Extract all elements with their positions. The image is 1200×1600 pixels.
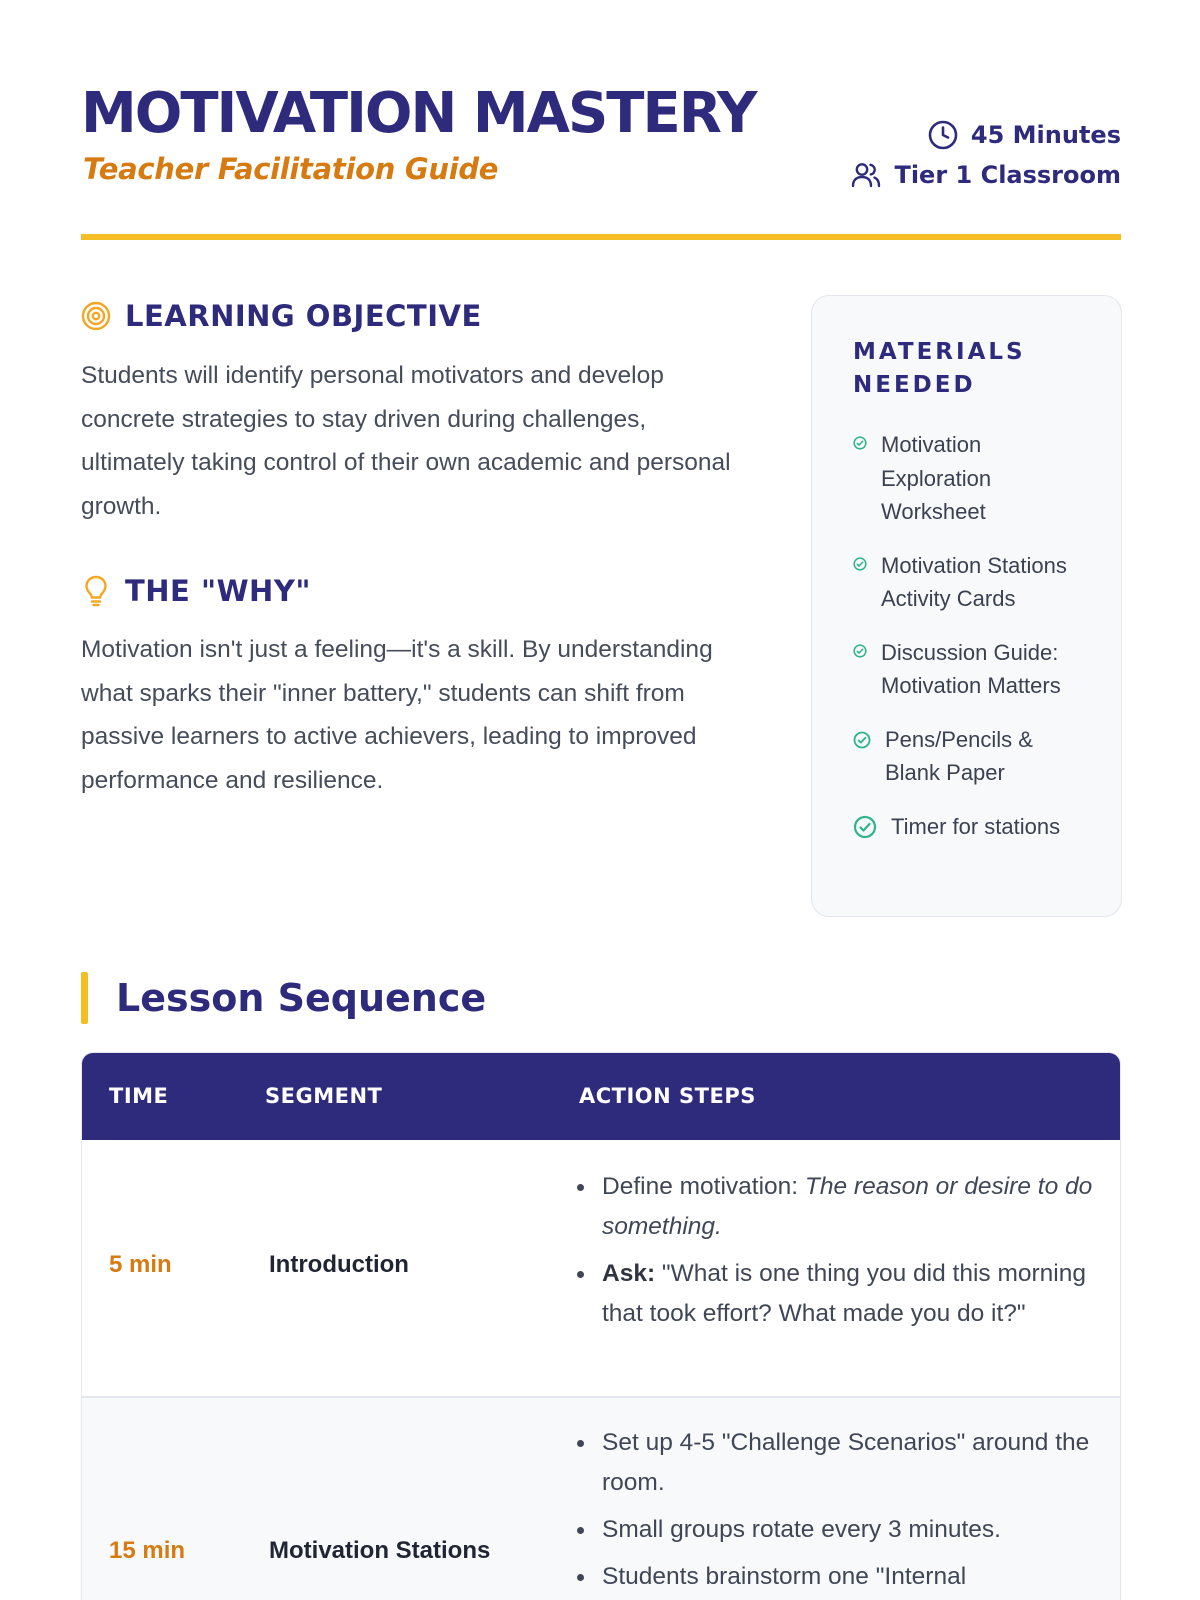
- table-row: [82, 1140, 1120, 1396]
- step-lead: Ask:: [602, 1260, 656, 1287]
- objective-heading-row: [81, 298, 482, 334]
- target-icon: [81, 301, 111, 331]
- why-heading-row: [81, 573, 311, 609]
- lesson-sequence-heading: Lesson Sequence: [116, 976, 487, 1020]
- table-header: [82, 1053, 1120, 1140]
- material-label: Motivation Stations Activity Cards: [881, 552, 1067, 611]
- step-text: Small groups rotate every 3 minutes.: [602, 1515, 1001, 1543]
- step-text: Set up 4-5 "Challenge Scenarios" around the room.: [602, 1428, 1090, 1496]
- list-item: [853, 723, 1093, 790]
- row-time: 5 min: [109, 1251, 172, 1278]
- row-time: 15 min: [109, 1536, 186, 1564]
- action-step: [602, 1557, 1102, 1597]
- check-circle-icon: [853, 557, 867, 571]
- duration-row: [850, 115, 1121, 155]
- setting-text: Tier 1 Classroom: [894, 161, 1121, 189]
- list-item: [853, 549, 1093, 616]
- page-subtitle: Teacher Facilitation Guide: [83, 152, 499, 186]
- accent-bar: [81, 972, 88, 1024]
- duration-text: 45 Minutes: [970, 121, 1121, 149]
- action-step: [602, 1167, 1102, 1247]
- objective-heading: LEARNING OBJECTIVE: [125, 299, 482, 333]
- row-action-steps: [602, 1167, 1102, 1341]
- page-title: MOTIVATION MASTERY: [81, 81, 756, 146]
- step-text: The reason or desire to do something.: [602, 1173, 1093, 1240]
- why-text: Motivation isn't just a feeling—it's a skill. By understanding what sparks their "inner battery," students can shift from passive learners to active achievers, leading to improved performance and resilience.: [81, 636, 713, 794]
- lightbulb-icon: [81, 574, 111, 608]
- header-divider: [81, 234, 1121, 240]
- objective-text: Students will identify personal motivators and develop concrete strategies to stay driven during challenges, ultimately taking control of their own academic and personal growth.: [81, 362, 731, 520]
- lesson-sequence-heading-row: [81, 972, 486, 1024]
- table-row: [82, 1398, 1120, 1600]
- clock-icon: [927, 119, 959, 151]
- material-label: Motivation Exploration Worksheet: [881, 432, 992, 524]
- materials-card: [811, 295, 1122, 917]
- step-text: "What is one thing you did this morning that took effort? What made you do it?": [602, 1260, 1086, 1327]
- lesson-meta: [850, 115, 1121, 195]
- row-action-steps: [602, 1423, 1102, 1600]
- list-item: [853, 636, 1093, 703]
- check-circle-icon: [853, 436, 867, 450]
- row-segment: Introduction: [269, 1251, 409, 1278]
- column-header-segment: SEGMENT: [265, 1084, 383, 1108]
- setting-row: [850, 155, 1121, 195]
- materials-heading: MATERIALS NEEDED: [853, 339, 1026, 398]
- why-heading: THE "WHY": [125, 574, 311, 608]
- column-header-action-steps: ACTION STEPS: [579, 1084, 756, 1108]
- row-segment: Motivation Stations: [269, 1536, 491, 1564]
- materials-list: [853, 428, 1093, 863]
- material-label: Pens/Pencils & Blank Paper: [885, 726, 1033, 785]
- action-step: [602, 1254, 1102, 1334]
- material-label: Timer for stations: [891, 813, 1061, 839]
- material-label: Discussion Guide: Motivation Matters: [881, 639, 1061, 698]
- check-circle-icon: [853, 644, 867, 658]
- list-item: [853, 810, 1093, 844]
- check-circle-icon: [853, 815, 877, 839]
- check-circle-icon: [853, 731, 871, 749]
- action-step: [602, 1510, 1102, 1550]
- facilitation-guide-page: [81, 0, 1121, 1600]
- lesson-sequence-table: [81, 1052, 1121, 1600]
- list-item: [853, 428, 1093, 529]
- column-header-time: TIME: [109, 1084, 169, 1108]
- page-header: [81, 80, 1121, 240]
- step-lead: Define motivation:: [602, 1173, 805, 1200]
- action-step: [602, 1423, 1102, 1503]
- users-icon: [850, 159, 882, 191]
- step-text: Students brainstorm one "Internal: [602, 1562, 967, 1590]
